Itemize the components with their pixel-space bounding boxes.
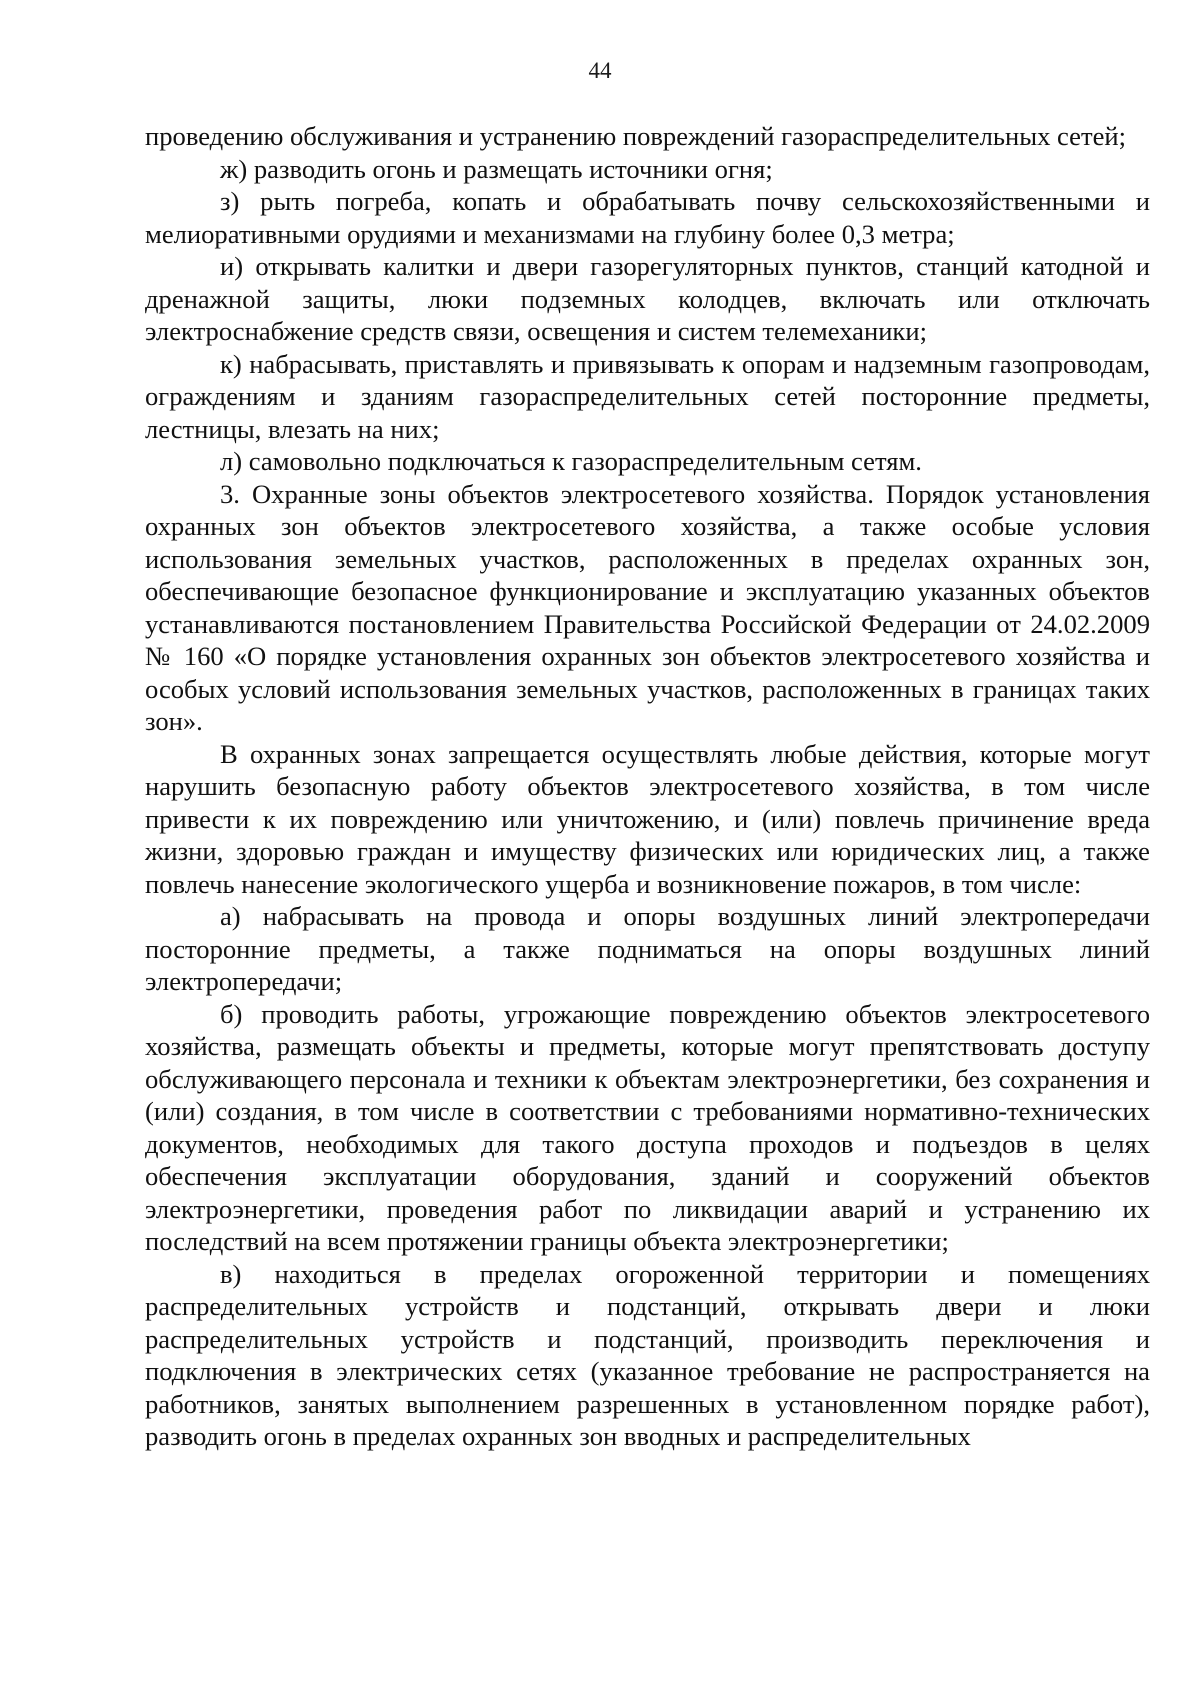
paragraph-continuation: проведению обслуживания и устранению повреждений газораспределительных сетей;: [145, 121, 1127, 151]
paragraph-item-v: в) находиться в пределах огороженной территории и помещениях распределительных устройств и подстанций, открывать двери и люки распределительных устройств и подстанций, производить переключения и подключения в электрических сетях (указанное требование не распространяется на работников, занятых выполнением разрешенных в установленном порядке работ), разводить огонь в пределах охранных зон вводных и распределительных: [145, 1258, 1150, 1451]
paragraph-item-a: а) набрасывать на провода и опоры воздушных линий электропередачи посторонние предметы, а также подниматься на опоры воздушных линий электропередачи;: [145, 901, 1150, 996]
paragraph-item-zh: ж) разводить огонь и размещать источники огня;: [220, 153, 773, 184]
paragraph-section-3: 3. Охранные зоны объектов электросетевого хозяйства. Порядок установления охранных зон объектов электросетевого хозяйства, а также особые условия использования земельных участков, расположенных в пределах охранных зон, обеспечивающие безопасное функционирование и эксплуатацию указанных объектов устанавливаются постановлением Правительства Российской Федерации от 24.02.2009 № 160 «О порядке установления охранных зон объектов электросетевого хозяйства и особых условий использования земельных участков, расположенных в границах таких зон».: [145, 478, 1150, 736]
paragraph-item-z: з) рыть погреба, копать и обрабатывать почву сельскохозяйственными и мелиоративными орудиями и механизмами на глубину более 0,3 метра;: [145, 186, 1150, 249]
paragraph-item-i: и) открывать калитки и двери газорегуляторных пунктов, станций катодной и дренажной защиты, люки подземных колодцев, включать или отключать электроснабжение средств связи, освещения и систем телемеханики;: [145, 251, 1150, 346]
paragraph-item-b: б) проводить работы, угрожающие повреждению объектов электросетевого хозяйства, размещать объекты и предметы, которые могут препятствовать доступу обслуживающего персонала и техники к объектам электроэнергетики, без сохранения и (или) создания, в том числе в соответствии с требованиями нормативно-технических документов, необходимых для такого доступа проходов и подъездов в целях обеспечения эксплуатации оборудования, зданий и сооружений объектов электроэнергетики, проведения работ по ликвидации аварий и устранению их последствий на всем протяжении границы объекта электроэнергетики;: [145, 998, 1150, 1256]
paragraph-item-l: л) самовольно подключаться к газораспределительным сетям.: [220, 446, 922, 476]
paragraph-item-k: к) набрасывать, приставлять и привязывать к опорам и надземным газопроводам, ограждениям и зданиям газораспределительных сетей посторонние предметы, лестницы, влезать на них;: [145, 348, 1150, 444]
page-number: 44: [588, 58, 612, 83]
paragraph-prohibitions-intro: В охранных зонах запрещается осуществлять любые действия, которые могут нарушить безопасную работу объектов электросетевого хозяйства, в том числе привести к их повреждению или уничтожению, и (или) повлечь причинение вреда жизни, здоровью граждан и имуществу физических или юридических лиц, а также повлечь нанесение экологического ущерба и возникновение пожаров, в том числе:: [145, 738, 1150, 899]
document-body: [145, 120, 1150, 1453]
